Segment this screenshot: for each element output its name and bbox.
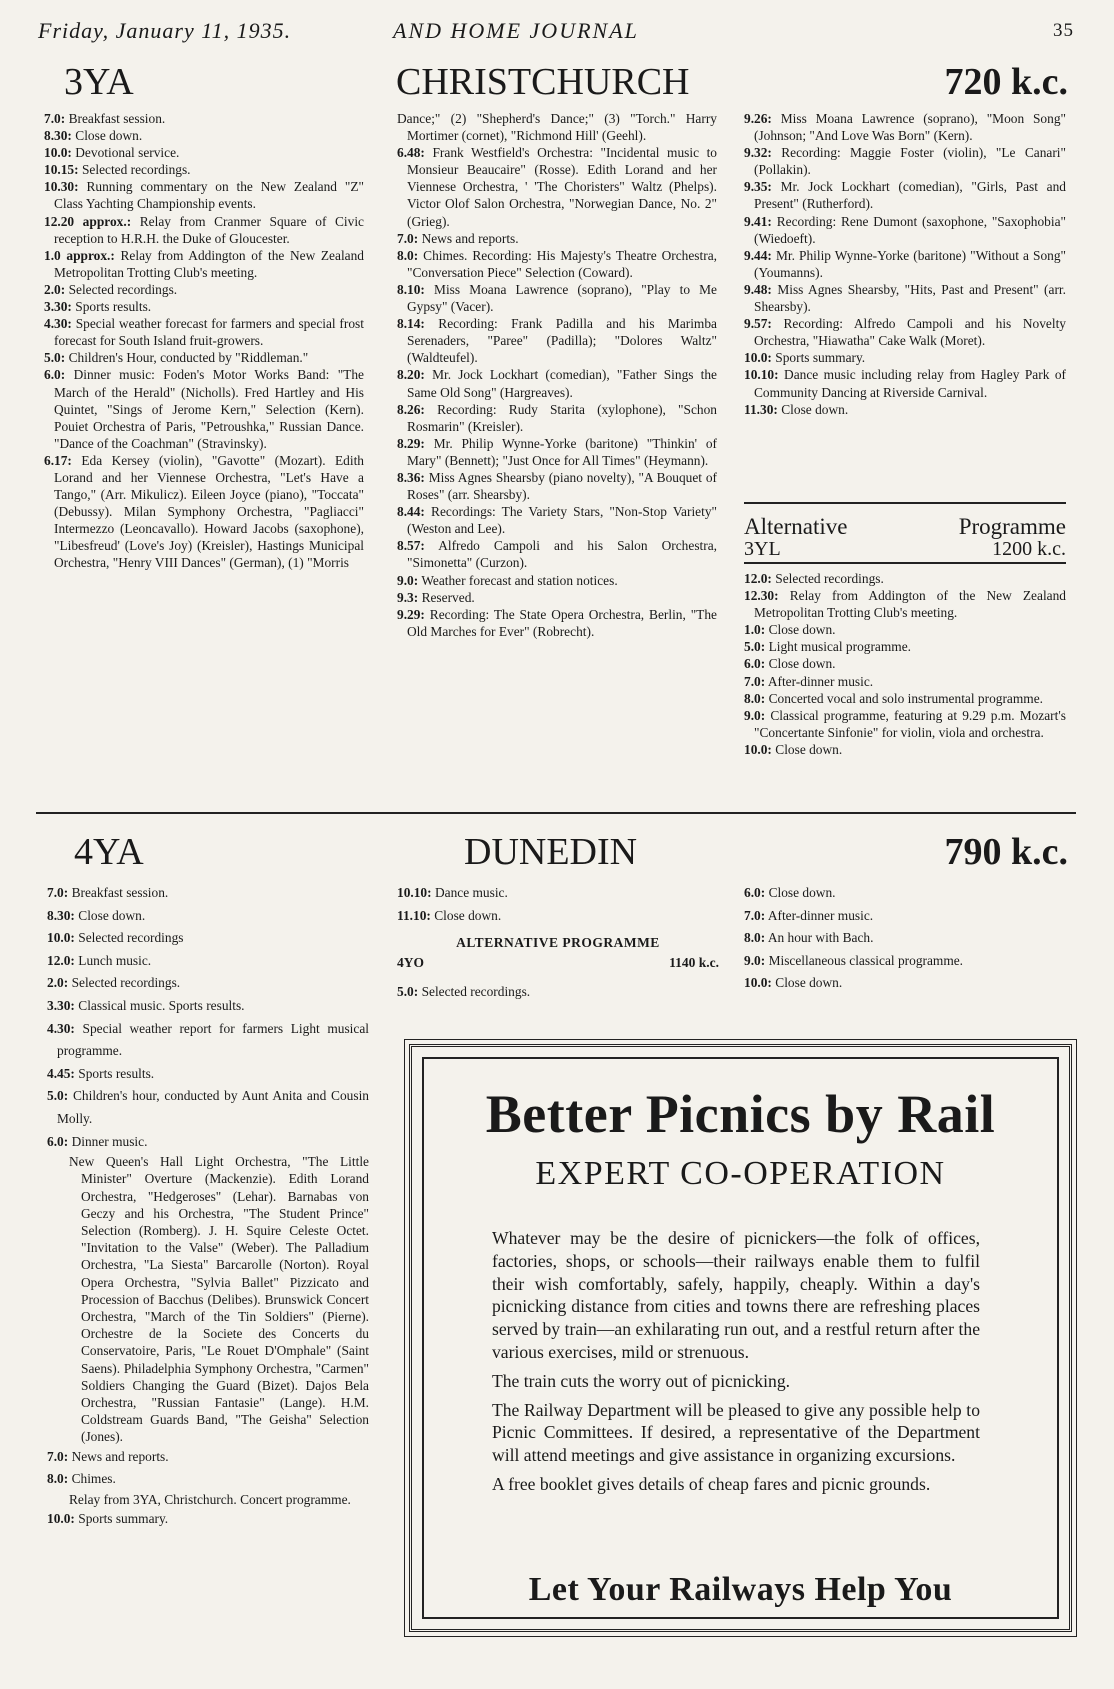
schedule-column-3ya-1: [44, 110, 364, 572]
entry-text: Close down.: [775, 741, 843, 757]
entry-time: 6.0:: [744, 885, 766, 900]
entry-text: Special weather forecast for farmers and special frost forecast for South Island fruit-growers.: [54, 316, 364, 349]
entry-time: 10.10:: [744, 367, 779, 383]
entry-text: Eda Kersey (violin), "Gavotte" (Mozart). Edith Lorand and her Viennese Orchestra, "Let's Have a Tango," (Arr. Mikulicz). Eileen Joyce (piano), "Toccata" (Debussy). Milan Symphony Orchestra, "Pagliacci" Intermezzo (Leoncavallo). Howard Jacobs (saxophone), "Libesfreud' (Love's Joy) (Kreisler), Hastings Municipal Orchestra, "Henry VIII Dances" (German), (1) "Morris: [54, 452, 364, 571]
ad-title: Better Picnics by Rail: [485, 1084, 996, 1144]
schedule-entry: [397, 589, 717, 606]
schedule-entry: [47, 1468, 369, 1491]
entry-time: 6.0:: [47, 1133, 69, 1149]
entry-text: Recording: Rene Dumont (saxophone, "Saxophobia" (Wiedoeft).: [754, 213, 1066, 246]
entry-time: 11.10:: [397, 907, 431, 923]
schedule-entry: [397, 281, 717, 315]
entry-text: Miss Agnes Shearsby, "Hits, Past and Present" (arr. Shearsby).: [754, 281, 1066, 315]
entry-time: 8.30:: [44, 128, 72, 144]
schedule-entry: [744, 690, 1066, 707]
entry-time: 8.44:: [397, 504, 425, 520]
schedule-entry: [44, 315, 364, 349]
schedule-entry: [47, 1063, 369, 1086]
station-heading-3ya: [64, 60, 1068, 106]
entry-time: 3.30:: [44, 299, 72, 315]
schedule-entry: [44, 110, 364, 127]
entry-text: Selected recordings: [78, 930, 184, 946]
entry-text: Mr. Philip Wynne-Yorke (baritone) "Without a Song" (Youmanns).: [754, 247, 1066, 280]
schedule-entry: [47, 1446, 369, 1469]
schedule-entry: [47, 1085, 369, 1130]
alternative-4yo: [397, 935, 719, 1000]
schedule-entry: [397, 401, 717, 435]
entry-time: 8.0:: [397, 247, 419, 263]
section-divider: [36, 812, 1076, 814]
entry-text: Concerted vocal and solo instrumental programme.: [768, 690, 1043, 706]
entry-time: 9.32:: [744, 145, 772, 161]
running-head: [38, 18, 1074, 48]
entry-time: 8.20:: [397, 367, 425, 383]
schedule-entry: [44, 298, 364, 315]
station-city: CHRISTCHURCH: [396, 61, 690, 103]
entry-text: Breakfast session.: [71, 885, 169, 900]
schedule-entry: [744, 315, 1066, 349]
schedule-entry: [744, 927, 1066, 950]
entry-time: 7.0:: [47, 885, 69, 900]
entry-text: Dance;" (2) "Shepherd's Dance;" (3) "Torch." Harry Mortimer (cornet), "Richmond Hill' (Geehl).: [397, 111, 717, 144]
schedule-entry: [47, 927, 369, 950]
schedule-entry: [744, 281, 1066, 315]
station-call-sign: 3YA: [64, 61, 134, 103]
schedule-entry: [397, 905, 719, 928]
entry-text: Chimes.: [71, 1471, 116, 1487]
schedule-column-3yl: [744, 570, 1066, 758]
issue-date: Friday, January 11, 1935.: [38, 18, 292, 43]
entry-text: News and reports.: [421, 230, 519, 246]
entry-time: 8.0:: [744, 930, 766, 946]
schedule-entry: [744, 401, 1066, 418]
schedule-entry: [44, 213, 364, 247]
entry-text: Selected recordings.: [81, 162, 191, 178]
entry-time: 2.0:: [47, 975, 69, 991]
entry-text: Lunch music.: [78, 952, 152, 968]
entry-time: 9.0:: [397, 572, 419, 588]
station-frequency: 720 k.c.: [944, 61, 1068, 103]
schedule-column-4yo: [397, 983, 719, 1000]
entry-time: 4.30:: [44, 316, 72, 332]
railway-advertisement: [409, 1044, 1072, 1632]
schedule-column-4ya-1: [47, 882, 369, 1531]
entry-time: 6.17:: [44, 452, 72, 468]
ad-subtitle: EXPERT CO-OPERATION: [535, 1155, 946, 1192]
entry-text: Classical programme, featuring at 9.29 p.m. Mozart's "Concertante Sinfonie" for violin, viola and orchestra.: [754, 707, 1066, 740]
schedule-entry: [397, 366, 717, 400]
entry-text: Selected recordings.: [775, 571, 884, 586]
ad-paragraph: The Railway Department will be pleased to give any possible help to Picnic Committees. If desired, a representative of the Department will attend meetings and give assistance in organizing excursions.: [492, 1399, 980, 1466]
entry-text: Close down.: [75, 128, 143, 144]
schedule-entry: [44, 281, 364, 298]
entry-text: Reserved.: [421, 589, 475, 605]
entry-time: 6.0:: [744, 656, 766, 672]
entry-time: 6.48:: [397, 145, 425, 161]
alternative-label: Alternative: [744, 514, 848, 539]
entry-time: 5.0:: [397, 984, 419, 999]
schedule-entry: [397, 572, 717, 589]
alt-call-sign: 3YL: [744, 538, 781, 560]
schedule-entry: [744, 673, 1066, 690]
ad-body: [492, 1227, 980, 1502]
schedule-entry: [744, 349, 1066, 366]
entry-time: 9.26:: [744, 111, 772, 126]
entry-text: Dance music.: [434, 885, 508, 900]
schedule-entry: [397, 882, 719, 905]
schedule-entry: [744, 655, 1066, 672]
schedule-entry: [47, 905, 369, 928]
entry-time: 9.0:: [744, 707, 766, 723]
schedule-entry: [44, 349, 364, 366]
schedule-entry: [397, 435, 717, 469]
schedule-entry: [44, 127, 364, 144]
entry-time: 1.0 approx.:: [44, 247, 115, 263]
entry-time: 10.0:: [744, 350, 772, 366]
alternative-heading: ALTERNATIVE PROGRAMME: [456, 935, 660, 950]
entry-time: 7.0:: [744, 673, 766, 689]
entry-time: 1.0:: [744, 622, 766, 638]
station-city: DUNEDIN: [464, 831, 638, 873]
entry-time: 9.44:: [744, 247, 772, 263]
entry-text: Close down.: [78, 907, 146, 923]
entry-text: After-dinner music.: [767, 673, 874, 689]
ad-slogan: Let Your Railways Help You: [528, 1571, 953, 1608]
entry-time: 3.30:: [47, 997, 75, 1013]
entry-text: Dance music including relay from Hagley Park of Community Dancing at Riverside Carnival.: [754, 367, 1066, 400]
entry-text: Frank Westfield's Orchestra: "Incidental music to Monsieur Beaucaire" (Rosse). Edith Lorand and her Viennese Orchestra, ' 'The Choristers" Waltz (Phelps). Victor Olof Salon Orchestra, "Norwegian Dance, No. 2" (Grieg).: [407, 145, 717, 229]
schedule-entry: [47, 950, 369, 973]
ad-paragraph: Whatever may be the desire of picnickers—the folk of offices, factories, shops, or schools—their railways enable them to fulfil their wish comfortably, safely, happily, cheaply. Within a day's picnicking distance from cities and towns there are refreshing places served by train—an exhilarating run out, and a restful return after the various exercises, mild or strenuous.: [492, 1228, 980, 1362]
schedule-entry: [397, 469, 717, 503]
entry-text: Mr. Jock Lockhart (comedian), "Girls, Past and Present" (Rutherford).: [754, 179, 1066, 212]
entry-time: 5.0:: [47, 1088, 69, 1104]
schedule-entry: [44, 247, 364, 281]
entry-text: Recordings: The Variety Stars, "Non-Stop Variety" (Weston and Lee).: [407, 504, 717, 537]
schedule-entry: [744, 247, 1066, 281]
entry-text: Relay from Cranmer Square of Civic reception to H.R.H. the Duke of Gloucester.: [54, 213, 364, 246]
schedule-entry: [47, 1508, 369, 1531]
entry-text: Sports summary.: [775, 350, 866, 366]
entry-time: 12.30:: [744, 588, 779, 604]
entry-text: Special weather report for farmers Light musical programme.: [57, 1020, 369, 1059]
entry-text: Running commentary on the New Zealand "Z" Class Yachting Championship events.: [54, 179, 364, 212]
entry-time: 7.0:: [744, 907, 766, 923]
entry-text: After-dinner music.: [767, 907, 874, 923]
entry-time: 10.0:: [744, 975, 772, 991]
entry-time: 10.0:: [47, 1510, 75, 1526]
schedule-entry: [397, 606, 717, 640]
relay-note: Relay from 3YA, Christchurch. Concert programme.: [69, 1491, 351, 1507]
entry-text: Selected recordings.: [68, 281, 178, 297]
schedule-entry: [744, 110, 1066, 144]
schedule-entry: [744, 366, 1066, 400]
entry-time: 9.3:: [397, 589, 419, 605]
schedule-entry: [397, 983, 719, 1000]
entry-text: Alfredo Campoli and his Salon Orchestra, "Simonetta" (Curzon).: [407, 538, 717, 571]
station-frequency: 790 k.c.: [944, 831, 1068, 873]
entry-time: 8.36:: [397, 469, 425, 485]
entry-text: Children's Hour, conducted by "Riddleman.": [68, 350, 309, 366]
entry-time: 5.0:: [744, 639, 766, 655]
entry-text: Recording: The State Opera Orchestra, Berlin, "The Old Marches for Ever" (Robrecht).: [407, 606, 717, 639]
schedule-entry: [44, 144, 364, 161]
schedule-entry: [47, 1131, 369, 1154]
entry-time: 8.30:: [47, 907, 75, 923]
alt-frequency: 1200 k.c.: [992, 538, 1066, 560]
journal-name: AND HOME JOURNAL: [393, 18, 639, 43]
entry-time: 12.0:: [744, 571, 772, 586]
alternative-3yl-heading: [744, 514, 1066, 564]
entry-text: Devotional service.: [75, 145, 180, 161]
schedule-entry: [44, 452, 364, 572]
schedule-entry: [744, 638, 1066, 655]
entry-text: Children's hour, conducted by Aunt Anita and Cousin Molly.: [57, 1088, 369, 1126]
entry-time: 6.0:: [44, 367, 66, 383]
entry-time: 10.0:: [47, 930, 75, 946]
entry-time: 8.0:: [744, 690, 766, 706]
schedule-entry: [744, 972, 1066, 995]
schedule-entry: [397, 537, 717, 571]
entry-time: 8.0:: [47, 1471, 69, 1487]
entry-text: Miss Moana Lawrence (soprano), "Play to Me Gypsy" (Vacer).: [407, 281, 717, 315]
entry-text: Close down.: [768, 885, 836, 900]
entry-text: Dinner music.: [71, 1133, 148, 1149]
station-heading-4ya: [74, 830, 1068, 876]
entry-text: Sports results.: [75, 299, 152, 315]
entry-time: 10.0:: [44, 145, 72, 161]
ad-paragraph: A free booklet gives details of cheap fares and picnic grounds.: [492, 1473, 931, 1494]
entry-time: 9.35:: [744, 179, 772, 195]
schedule-entry: [44, 178, 364, 212]
entry-time: 7.0:: [47, 1448, 69, 1464]
entry-text: An hour with Bach.: [767, 930, 874, 946]
entry-text: Selected recordings.: [71, 975, 181, 991]
entry-time: 11.30:: [744, 401, 778, 417]
entry-time: 4.45:: [47, 1065, 75, 1081]
schedule-entry: [397, 315, 717, 366]
alt-call-sign: 4YO: [397, 955, 424, 970]
entry-time: 10.30:: [44, 179, 79, 195]
entry-text: Chimes. Recording: His Majesty's Theatre Orchestra, "Conversation Piece" Selection (Coward).: [407, 247, 717, 280]
entry-text: Sports results.: [78, 1065, 155, 1081]
entry-text: Recording: Rudy Starita (xylophone), "Schon Rosmarin" (Kreisler).: [407, 401, 717, 434]
entry-time: 2.0:: [44, 281, 66, 297]
entry-text: Recording: Frank Padilla and his Marimba Serenaders, "Paree" (Padilla); "Dolores Waltz" (Waldteufel).: [407, 316, 717, 366]
entry-time: 12.0:: [47, 952, 75, 968]
entry-text: Close down.: [781, 401, 849, 417]
entry-text: Close down.: [768, 656, 836, 672]
dinner-music-detail: New Queen's Hall Light Orchestra, "The Little Minister" Overture (Mackenzie). Edith Lorand Orchestra, "Hedgeroses" (Lehar). Barnabas von Geczy and his Orchestra, "The Student Prince" Selection (Romberg). J. H. Squire Celeste Octet. "Invitation to the Valse" (Weber). The Palladium Orchestra, "La Siesta" Barcarolle (Norton). Royal Opera Orchestra, "Sylvia Ballet" Pizzicato and Procession of Bacchus (Delibes). Brunswick Concert Orchestra, "March of the Tin Soldiers" (Pierne). Orchestre de la Societe des Concerts du Conservatoire, Paris, "Le Rouet D'Omphale" (Saint Saens). Philadelphia Symphony Orchestra, "Carmen" Soldiers Changing the Guard (Bizet). Dajos Bela Orchestra, "Russian Fantasie" (Lange). H.M. Coldstream Guards Band, "The Geisha" Selection (Jones).: [69, 1154, 369, 1445]
schedule-entry: [744, 213, 1066, 247]
schedule-entry: [744, 950, 1066, 973]
entry-time: 5.0:: [44, 350, 66, 366]
entry-text: Mr. Jock Lockhart (comedian), "Father Sings the Same Old Song" (Hargreaves).: [407, 367, 717, 400]
entry-time: 7.0:: [44, 111, 66, 126]
schedule-column-3ya-3: [744, 110, 1066, 418]
entry-text: Close down.: [768, 622, 836, 638]
schedule-entry: [744, 144, 1066, 178]
entry-time: 9.41:: [744, 213, 772, 229]
schedule-entry: [44, 366, 364, 451]
entry-text: Sports summary.: [78, 1510, 169, 1526]
entry-time: 12.20 approx.:: [44, 213, 132, 229]
entry-text: Classical music. Sports results.: [78, 997, 245, 1013]
schedule-entry: [744, 570, 1066, 587]
station-call-sign: 4YA: [74, 831, 144, 873]
entry-text: Weather forecast and station notices.: [421, 572, 618, 588]
programme-label: Programme: [958, 514, 1066, 539]
ad-paragraph: The train cuts the worry out of picnicking.: [492, 1370, 791, 1391]
entry-time: 4.30:: [47, 1020, 75, 1036]
divider: [744, 502, 1066, 504]
entry-time: 8.10:: [397, 281, 425, 297]
schedule-column-4ya-2: [397, 882, 719, 927]
page-number: 35: [1053, 20, 1074, 41]
schedule-entry: [44, 161, 364, 178]
entry-text: Recording: Alfredo Campoli and his Novelty Orchestra, "Hiawatha" Cake Walk (Moret).: [754, 316, 1066, 349]
entry-time: 9.29:: [397, 606, 425, 622]
schedule-entry: [397, 144, 717, 229]
alt-frequency: 1140 k.c.: [669, 955, 719, 970]
entry-text: News and reports.: [71, 1448, 169, 1464]
entry-text: Dinner music: Foden's Motor Works Band: "The March of the Herald" (Nicholls). Fred Hartley and His Quintet, "Sings of Jerome Kern," Selection (Kern). Pouiet Orchestra of Paris, "Petroushka," Russian Dance. "Dance of the Coachman" (Stravinsky).: [54, 367, 364, 451]
entry-time: 8.14:: [397, 316, 425, 332]
schedule-entry: [744, 621, 1066, 638]
entry-text: Recording: Maggie Foster (violin), "Le Canari" (Pollakin).: [754, 145, 1066, 178]
schedule-entry: [744, 707, 1066, 741]
entry-time: 9.0:: [744, 952, 766, 968]
entry-text: Light musical programme.: [768, 639, 911, 655]
entry-text: Close down.: [775, 975, 843, 991]
schedule-entry: [744, 905, 1066, 928]
entry-time: 8.26:: [397, 401, 425, 417]
schedule-entry: [397, 230, 717, 247]
entry-text: Close down.: [434, 907, 502, 923]
schedule-column-4ya-3: [744, 882, 1066, 995]
schedule-column-3ya-2: [397, 110, 717, 640]
entry-text: Relay from Addington of the New Zealand Metropolitan Trotting Club's meeting.: [54, 247, 364, 280]
entry-time: 8.57:: [397, 538, 425, 554]
entry-time: 10.10:: [397, 885, 432, 900]
entry-time: 10.0:: [744, 741, 772, 757]
entry-time: 8.29:: [397, 435, 425, 451]
schedule-entry: [47, 1018, 369, 1063]
schedule-entry: [397, 247, 717, 281]
entry-text: Breakfast session.: [68, 111, 166, 126]
schedule-entry: [47, 995, 369, 1018]
entry-text: Mr. Philip Wynne-Yorke (baritone) "Thinkin' of Mary" (Bennett); "Just Once for All Times" (Heymann).: [407, 435, 717, 468]
entry-time: 9.57:: [744, 316, 772, 332]
entry-text: Miss Agnes Shearsby (piano novelty), "A Bouquet of Roses" (arr. Shearsby).: [407, 469, 717, 503]
schedule-entry: [744, 741, 1066, 758]
schedule-entry: [397, 503, 717, 537]
entry-text: Selected recordings.: [421, 984, 531, 999]
schedule-entry: [397, 110, 717, 144]
schedule-entry: [47, 882, 369, 905]
schedule-entry: [47, 972, 369, 995]
entry-time: 10.15:: [44, 162, 79, 178]
entry-text: Relay from Addington of the New Zealand Metropolitan Trotting Club's meeting.: [754, 588, 1067, 621]
entry-time: 7.0:: [397, 230, 419, 246]
entry-text: Miss Moana Lawrence (soprano), "Moon Song" (Johnson; "And Love Was Born" (Kern).: [754, 111, 1066, 144]
entry-text: Miscellaneous classical programme.: [768, 952, 964, 968]
entry-time: 9.48:: [744, 281, 772, 297]
schedule-entry: [744, 587, 1066, 621]
schedule-entry: [744, 178, 1066, 212]
schedule-entry: [744, 882, 1066, 905]
